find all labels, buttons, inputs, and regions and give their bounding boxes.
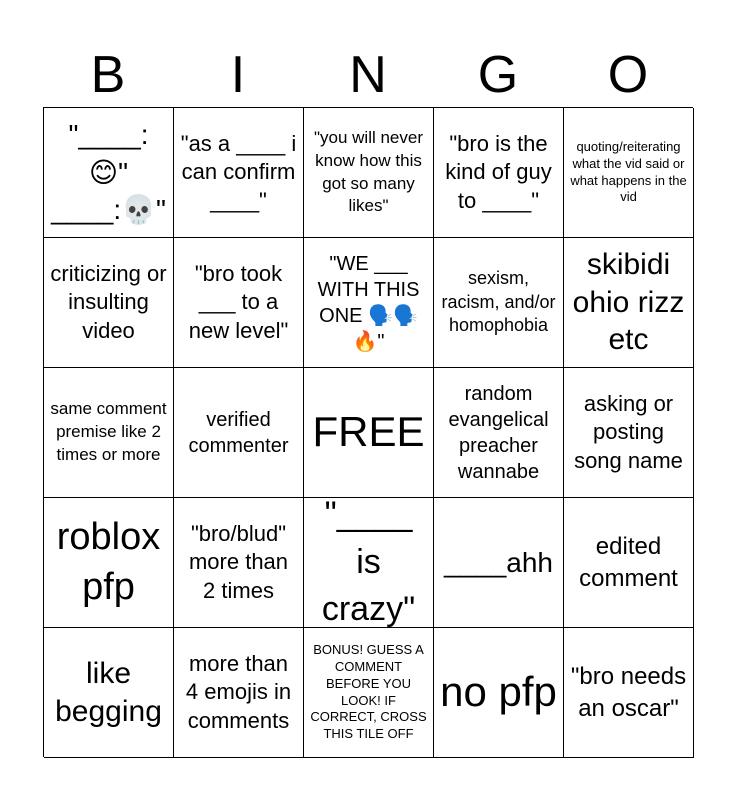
- bingo-cell[interactable]: "bro needs an oscar": [564, 628, 694, 758]
- bingo-cell[interactable]: edited comment: [564, 498, 694, 628]
- bingo-cell[interactable]: "____ is crazy": [304, 498, 434, 628]
- bingo-cell[interactable]: "WE ___ WITH THIS ONE 🗣️🗣️🔥": [304, 238, 434, 368]
- header-letter-b: B: [90, 46, 126, 104]
- bingo-cell[interactable]: verified commenter: [174, 368, 304, 498]
- bingo-cell[interactable]: "you will never know how this got so many likes": [304, 108, 434, 238]
- bingo-cell[interactable]: "bro/blud" more than 2 times: [174, 498, 304, 628]
- bingo-cell[interactable]: same comment premise like 2 times or more: [44, 368, 174, 498]
- bingo-cell[interactable]: random evangelical preacher wannabe: [434, 368, 564, 498]
- header-letter-o: O: [607, 46, 649, 104]
- bingo-cell[interactable]: roblox pfp: [44, 498, 174, 628]
- bingo-board: [43, 107, 693, 757]
- bingo-cell[interactable]: asking or posting song name: [564, 368, 694, 498]
- bingo-cell[interactable]: "as a ____ i can confirm ____": [174, 108, 304, 238]
- bingo-cell[interactable]: criticizing or insulting video: [44, 238, 174, 368]
- bonus-cell[interactable]: BONUS! GUESS A COMMENT BEFORE YOU LOOK! IF CORRECT, CROSS THIS TILE OFF: [304, 628, 434, 758]
- bingo-cell[interactable]: sexism, racism, and/or homophobia: [434, 238, 564, 368]
- bingo-cell[interactable]: quoting/reiterating what the vid said or what happens in the vid: [564, 108, 694, 238]
- header-letter-i: I: [230, 46, 246, 104]
- header-letter-n: N: [349, 46, 387, 104]
- bingo-cell[interactable]: "bro is the kind of guy to ____": [434, 108, 564, 238]
- bingo-header: [43, 44, 693, 106]
- bingo-cell[interactable]: "bro took ___ to a new level": [174, 238, 304, 368]
- bingo-cell[interactable]: like begging: [44, 628, 174, 758]
- free-space[interactable]: FREE: [304, 368, 434, 498]
- header-letter-g: G: [477, 46, 519, 104]
- bingo-cell[interactable]: more than 4 emojis in comments: [174, 628, 304, 758]
- bingo-cell[interactable]: ____ahh: [434, 498, 564, 628]
- bingo-cell[interactable]: skibidi ohio rizz etc: [564, 238, 694, 368]
- bingo-cell[interactable]: "____:😊" ____:💀": [44, 108, 174, 238]
- bingo-cell[interactable]: no pfp: [434, 628, 564, 758]
